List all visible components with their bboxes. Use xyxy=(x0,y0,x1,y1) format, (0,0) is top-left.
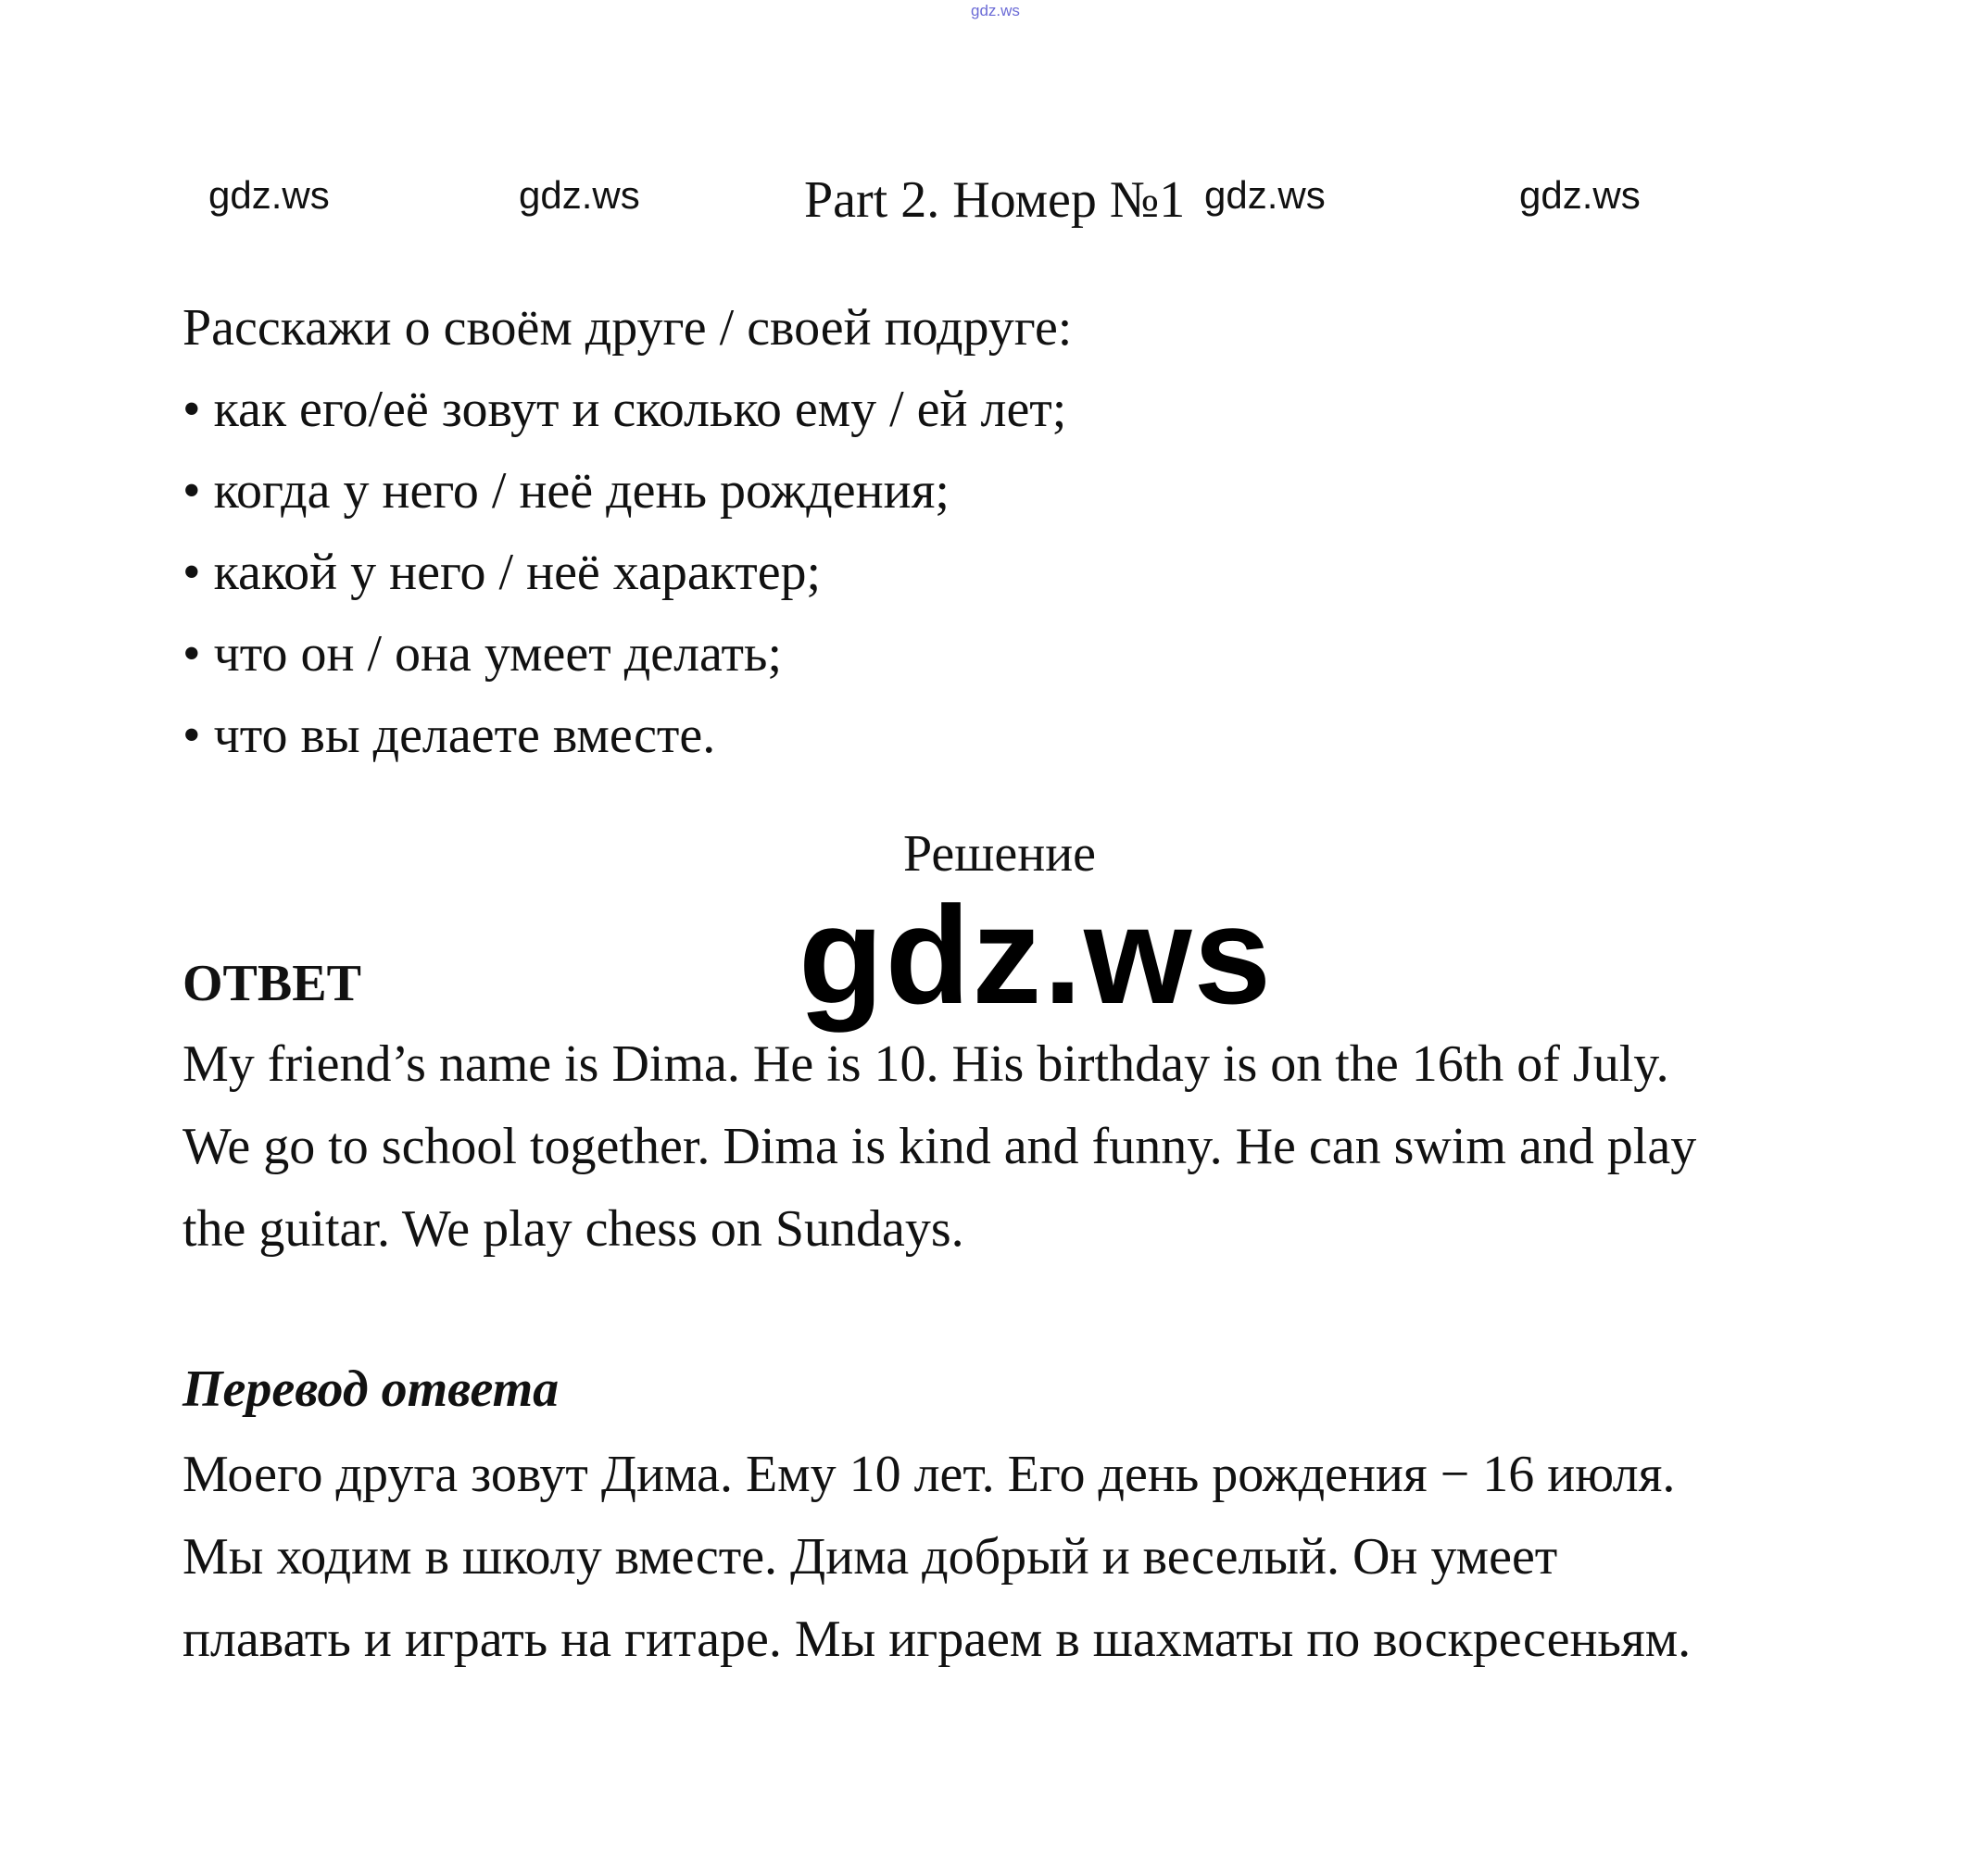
task-item: • когда у него / неё день рождения; xyxy=(182,462,950,520)
watermark-header-1: gdz.ws xyxy=(208,173,330,217)
page-title: Part 2. Номер №1 xyxy=(804,171,1186,229)
answer-line: My friend’s name is Dima. He is 10. His birthday is on the 16th of July. xyxy=(182,1035,1669,1093)
translation-line: Мы ходим в школу вместе. Дима добрый и веселый. Он умеет xyxy=(182,1528,1558,1586)
translation-heading: Перевод ответа xyxy=(182,1360,560,1418)
answer-line: We go to school together. Dima is kind and funny. He can swim and play xyxy=(182,1118,1697,1175)
translation-line: плавать и играть на гитаре. Мы играем в шахматы по воскресеньям. xyxy=(182,1611,1692,1668)
answer-heading: ОТВЕТ xyxy=(182,955,361,1012)
translation-line: Моего друга зовут Дима. Ему 10 лет. Его день рождения − 16 июля. xyxy=(182,1446,1676,1503)
watermark-header-3: gdz.ws xyxy=(1204,173,1326,217)
task-block xyxy=(182,287,1072,776)
task-item: • что вы делаете вместе. xyxy=(182,707,716,764)
watermark-center: gdz.ws xyxy=(799,877,1274,1033)
solution-label: Решение xyxy=(903,825,1097,883)
translation-text xyxy=(182,1434,1691,1681)
task-item: • какой у него / неё характер; xyxy=(182,544,822,601)
watermark-header-2: gdz.ws xyxy=(519,173,640,217)
task-intro: Расскажи о своём друге / своей подруге: xyxy=(182,299,1073,357)
watermark-header-4: gdz.ws xyxy=(1519,173,1641,217)
watermark-top: gdz.ws xyxy=(971,2,1020,19)
task-item: • что он / она умеет делать; xyxy=(182,625,783,683)
answer-text xyxy=(182,1023,1696,1271)
task-item: • как его/её зовут и сколько ему / ей лет; xyxy=(182,381,1067,438)
answer-line: the guitar. We play chess on Sundays. xyxy=(182,1200,964,1258)
